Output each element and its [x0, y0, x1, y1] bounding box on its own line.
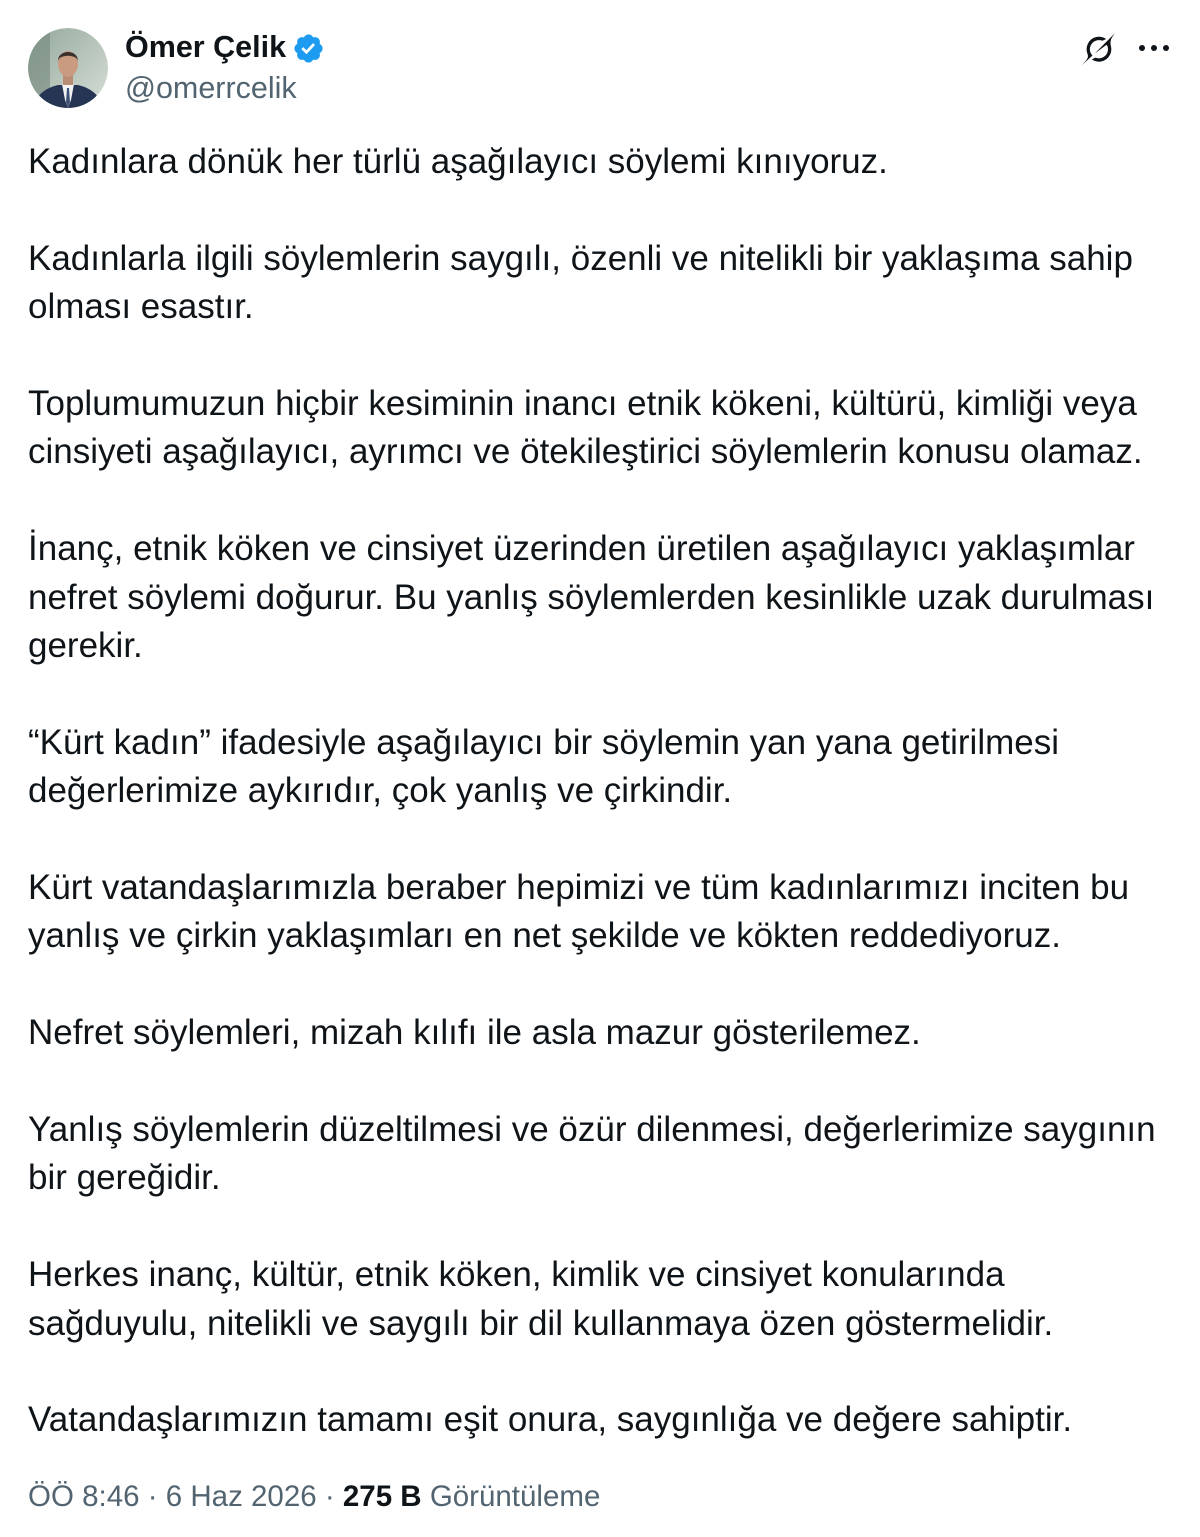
tweet-paragraph — [28, 525, 1188, 670]
views-link[interactable] — [343, 1480, 600, 1513]
tweet-text-line: cinsiyeti aşağılayıcı, ayrımcı ve ötekileştirici söylemlerin konusu olamaz. — [28, 432, 1143, 472]
more-icon[interactable] — [1138, 34, 1170, 62]
tweet-time: ÖÖ 8:46 — [28, 1480, 140, 1513]
tweet-paragraph — [28, 1106, 1188, 1203]
tweet-text-line: Herkes inanç, kültür, etnik köken, kimlik ve cinsiyet konularında — [28, 1255, 1005, 1295]
meta-separator: · — [147, 1480, 158, 1513]
tweet-text-line: İnanç, etnik köken ve cinsiyet üzerinden üretilen aşağılayıcı yaklaşımlar — [28, 529, 1135, 569]
tweet-text-line: “Kürt kadın” ifadesiyle aşağılayıcı bir söylemin yan yana getirilmesi — [28, 722, 1059, 762]
tweet-text-line: Toplumumuzun hiçbir kesiminin inancı etnik kökeni, kültürü, kimliği veya — [28, 384, 1137, 423]
tweet-text-line: Nefret söylemleri, mizah kılıfı ile asla mazur gösterilemez. — [28, 1013, 921, 1053]
author-handle[interactable]: @omerrcelik — [125, 71, 297, 105]
tweet-text-line: olması esastır. — [28, 287, 254, 327]
grok-icon[interactable] — [1082, 33, 1115, 65]
tweet-date: 6 Haz 2026 — [165, 1480, 317, 1513]
tweet-text-line: yanlış ve çirkin yaklaşımları en net şekilde ve kökten reddediyoruz. — [28, 916, 1061, 956]
timestamp-link[interactable] — [28, 1480, 317, 1513]
tweet-paragraph — [28, 1009, 1188, 1057]
tweet-paragraph — [28, 719, 1188, 816]
verified-badge-icon[interactable] — [292, 32, 325, 65]
avatar[interactable] — [28, 28, 108, 108]
meta-separator: · — [324, 1480, 335, 1513]
tweet-text-line: bir gereğidir. — [28, 1158, 221, 1198]
tweet-paragraph — [28, 235, 1188, 332]
tweet-text-line: gerekir. — [28, 626, 143, 666]
tweet-paragraph — [28, 380, 1188, 477]
views-count: 275 B — [342, 1480, 422, 1513]
tweet-text-line: Yanlış söylemlerin düzeltilmesi ve özür dilenmesi, değerlerimize saygının — [28, 1110, 1156, 1150]
author-name[interactable]: Ömer Çelik — [125, 30, 287, 64]
tweet-text-line: Kürt vatandaşlarımızla beraber hepimizi ve tüm kadınlarımızı inciten bu — [28, 868, 1130, 908]
tweet-paragraph — [28, 138, 1188, 186]
tweet-paragraph — [28, 1251, 1188, 1348]
tweet-meta — [28, 1478, 600, 1516]
tweet-text-line: nefret söylemi doğurur. Bu yanlış söylemlerden kesinlikle uzak durulması — [28, 577, 1155, 617]
author-name-row — [125, 29, 325, 65]
tweet-text-line: Kadınlara dönük her türlü aşağılayıcı söylemi kınıyoruz. — [28, 142, 888, 181]
tweet-text-line: Kadınlarla ilgili söylemlerin saygılı, özenli ve nitelikli bir yaklaşıma sahip — [28, 238, 1133, 278]
views-label: Görüntüleme — [429, 1480, 601, 1513]
tweet-text — [28, 138, 1188, 1493]
tweet-text-line: sağduyulu, nitelikli ve saygılı bir dil kullanmaya özen göstermelidir. — [28, 1303, 1054, 1343]
tweet-paragraph — [28, 864, 1188, 961]
tweet-paragraph — [28, 1396, 1188, 1444]
tweet-text-line: değerlerimize aykırıdır, çok yanlış ve çirkindir. — [28, 771, 733, 811]
tweet-text-line: Vatandaşlarımızın tamamı eşit onura, saygınlığa ve değere sahiptir. — [28, 1400, 1073, 1440]
